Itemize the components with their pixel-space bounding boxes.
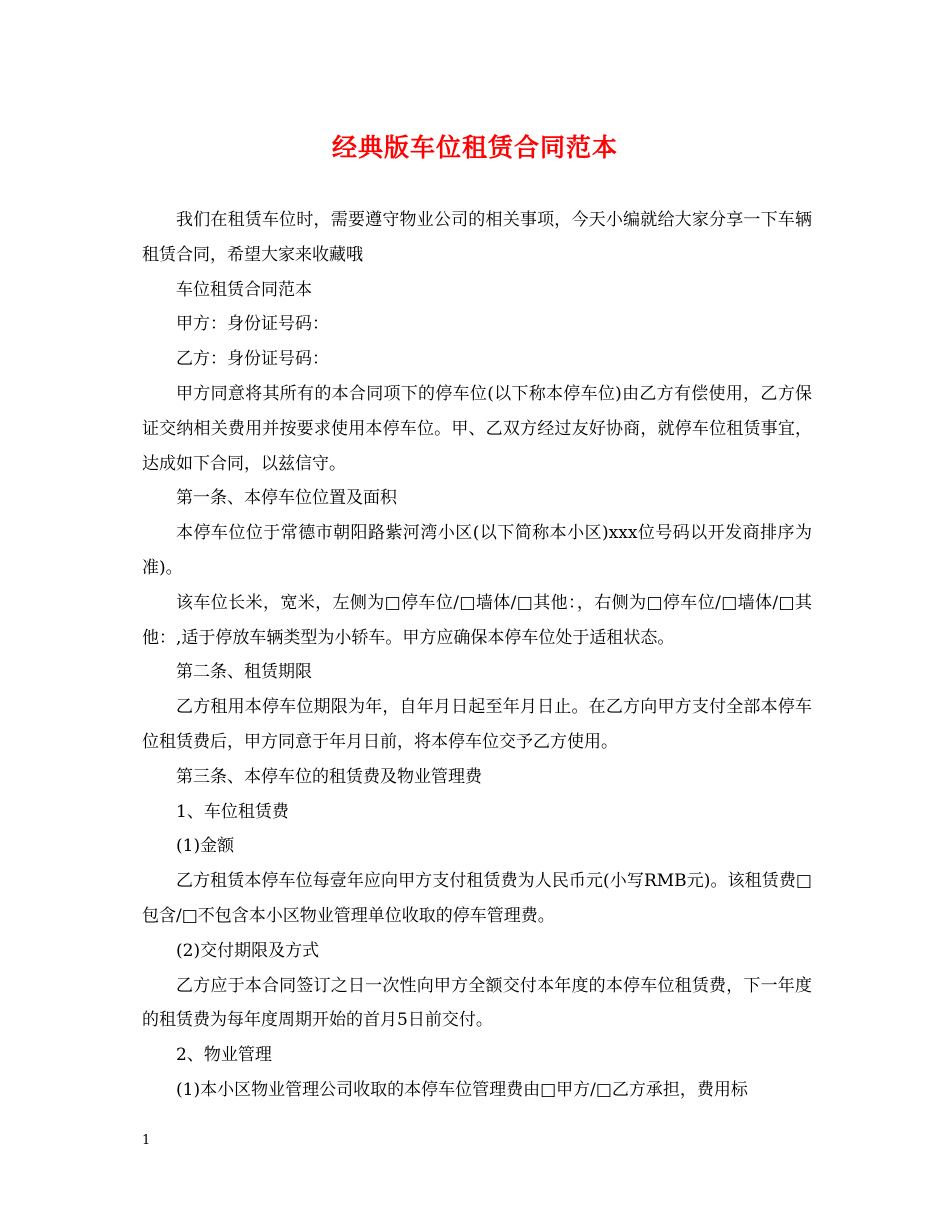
document-body	[142, 203, 812, 1108]
paragraph-party-b: 乙方：身份证号码：	[176, 349, 329, 370]
paragraph-contract-name: 车位租赁合同范本	[176, 279, 312, 300]
paragraph-payment: 乙方应于本合同签订之日一次性向甲方全额交付本年度的本停车位租赁费，下一年度的租赁费为每年度周期开始的首月5日前交付。	[142, 975, 812, 1031]
paragraph-party-a: 甲方：身份证号码：	[176, 314, 329, 335]
heading-amount: (1)金额	[176, 836, 235, 857]
heading-article-2: 第二条、租赁期限	[176, 662, 312, 683]
heading-payment: (2)交付期限及方式	[176, 940, 320, 961]
paragraph-agreement: 甲方同意将其所有的本合同项下的停车位(以下称本停车位)由乙方有偿使用，乙方保证交纳相关费用并按要求使用本停车位。甲、乙双方经过友好协商，就停车位租赁事宜，达成如下合同，以兹信守。	[142, 383, 812, 474]
paragraph-location: 本停车位位于常德市朝阳路紫河湾小区(以下简称本小区)xxx位号码以开发商排序为准)。	[142, 523, 812, 578]
page-number: 1	[142, 1133, 151, 1148]
heading-article-1: 第一条、本停车位位置及面积	[176, 488, 397, 509]
heading-article-3: 第三条、本停车位的租赁费及物业管理费	[176, 766, 482, 787]
heading-property-management: 2、物业管理	[176, 1045, 272, 1066]
document-title: 经典版车位租赁合同范本	[331, 133, 618, 162]
paragraph-management-fee: (1)本小区物业管理公司收取的本停车位管理费由□甲方/□乙方承担，费用标	[176, 1079, 748, 1100]
paragraph-intro: 我们在租赁车位时，需要遵守物业公司的相关事项，今天小编就给大家分享一下车辆租赁合同，希望大家来收藏哦	[142, 210, 812, 265]
paragraph-dimensions: 该车位长米，宽米，左侧为□停车位/□墙体/□其他：，右侧为□停车位/□墙体/□其他：,适于停放车辆类型为小轿车。甲方应确保本停车位处于适租状态。	[142, 592, 812, 648]
paragraph-term: 乙方租用本停车位期限为年，自年月日起至年月日止。在乙方向甲方支付全部本停车位租赁费后，甲方同意于年月日前，将本停车位交予乙方使用。	[142, 697, 812, 752]
paragraph-amount: 乙方租赁本停车位每壹年应向甲方支付租赁费为人民币元(小写RMB元)。该租赁费□包含/□不包含本小区物业管理单位收取的停车管理费。	[142, 871, 812, 926]
heading-rent-fee: 1、车位租赁费	[176, 801, 289, 822]
